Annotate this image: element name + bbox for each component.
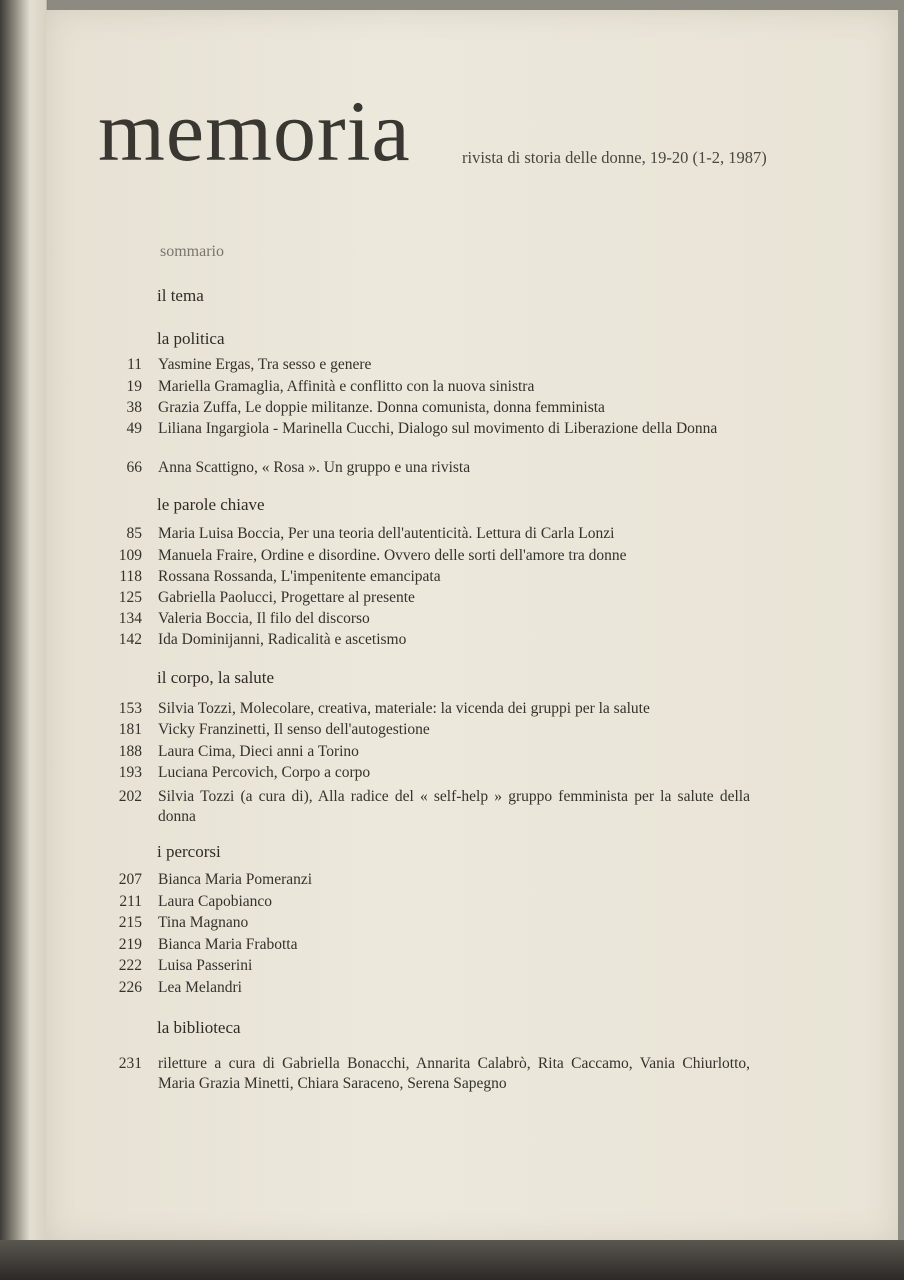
page-number: 142 xyxy=(118,631,142,648)
entry-text: Maria Luisa Boccia, Per una teoria dell'autenticità. Lettura di Carla Lonzi xyxy=(158,525,615,542)
entry-text: Laura Capobianco xyxy=(158,893,273,910)
section-heading: il corpo, la salute xyxy=(157,668,275,687)
entry-text: Laura Cima, Dieci anni a Torino xyxy=(158,743,359,760)
entry-text: Ida Dominijanni, Radicalità e ascetismo xyxy=(158,631,407,648)
page-number: 211 xyxy=(119,893,142,910)
entry-text: Silvia Tozzi, Molecolare, creativa, materiale: la vicenda dei gruppi per la salute xyxy=(158,700,650,717)
entry-text: Anna Scattigno, « Rosa ». Un gruppo e una rivista xyxy=(158,459,471,476)
entry-text: Manuela Fraire, Ordine e disordine. Ovvero delle sorti dell'amore tra donne xyxy=(158,547,627,564)
entry-text: Silvia Tozzi (a cura di), Alla radice del « self-help » gruppo femminista per la salute della donna xyxy=(158,788,750,825)
section-heading: la politica xyxy=(157,329,225,348)
entry-text: Valeria Boccia, Il filo del discorso xyxy=(158,610,370,627)
page-number: 118 xyxy=(119,568,142,585)
contents-label: sommario xyxy=(160,243,224,260)
page-number: 49 xyxy=(126,420,142,437)
page-number: 85 xyxy=(126,525,142,542)
page-number: 222 xyxy=(118,957,142,974)
entry-text: Bianca Maria Frabotta xyxy=(158,936,298,953)
entry-text: Liliana Ingargiola - Marinella Cucchi, Dialogo sul movimento di Liberazione della Donna xyxy=(158,420,718,437)
entry-text: Vicky Franzinetti, Il senso dell'autogestione xyxy=(158,721,430,738)
page-number: 125 xyxy=(118,589,142,606)
page-number: 66 xyxy=(126,459,142,476)
entry-text: Yasmine Ergas, Tra sesso e genere xyxy=(158,356,372,373)
table-surface xyxy=(0,1240,904,1280)
page-number: 226 xyxy=(118,979,142,996)
page-number: 11 xyxy=(127,356,142,373)
entry-text: Gabriella Paolucci, Progettare al presente xyxy=(158,589,415,606)
page-number: 188 xyxy=(118,743,142,760)
page-number: 134 xyxy=(118,610,142,627)
page-number: 202 xyxy=(118,788,142,805)
entry-text: Luciana Percovich, Corpo a corpo xyxy=(158,764,371,781)
page-number: 19 xyxy=(126,378,142,395)
page-number: 219 xyxy=(118,936,142,953)
page-number: 215 xyxy=(118,914,142,931)
page-number: 181 xyxy=(118,721,142,738)
section-heading: le parole chiave xyxy=(157,495,265,514)
page-number: 38 xyxy=(126,399,142,416)
page-number: 193 xyxy=(118,764,142,781)
page-number: 207 xyxy=(118,871,142,888)
entry-text: Bianca Maria Pomeranzi xyxy=(158,871,313,888)
entry-text: riletture a cura di Gabriella Bonacchi, Annarita Calabrò, Rita Caccamo, Vania Chiurlotto, Maria Grazia Minetti, Chiara Saraceno, Serena Sapegno xyxy=(158,1055,750,1092)
magazine-subtitle: rivista di storia delle donne, 19-20 (1-2, 1987) xyxy=(462,148,767,167)
magazine-title: memoria xyxy=(98,83,411,179)
entry-text: Tina Magnano xyxy=(158,914,249,931)
previous-page-edge xyxy=(0,0,48,1280)
page-number: 109 xyxy=(118,547,142,564)
entry-text: Rossana Rossanda, L'impenitente emancipata xyxy=(158,568,441,585)
entry-text: Luisa Passerini xyxy=(158,957,253,974)
entry-text: Grazia Zuffa, Le doppie militanze. Donna comunista, donna femminista xyxy=(158,399,605,416)
entry-text: Mariella Gramaglia, Affinità e conflitto con la nuova sinistra xyxy=(158,378,535,395)
page-number: 231 xyxy=(118,1055,142,1072)
theme-label: il tema xyxy=(157,286,204,305)
page-number: 153 xyxy=(118,700,142,717)
entry-text: Lea Melandri xyxy=(158,979,242,996)
section-heading: la biblioteca xyxy=(157,1018,241,1037)
section-heading: i percorsi xyxy=(157,842,221,861)
